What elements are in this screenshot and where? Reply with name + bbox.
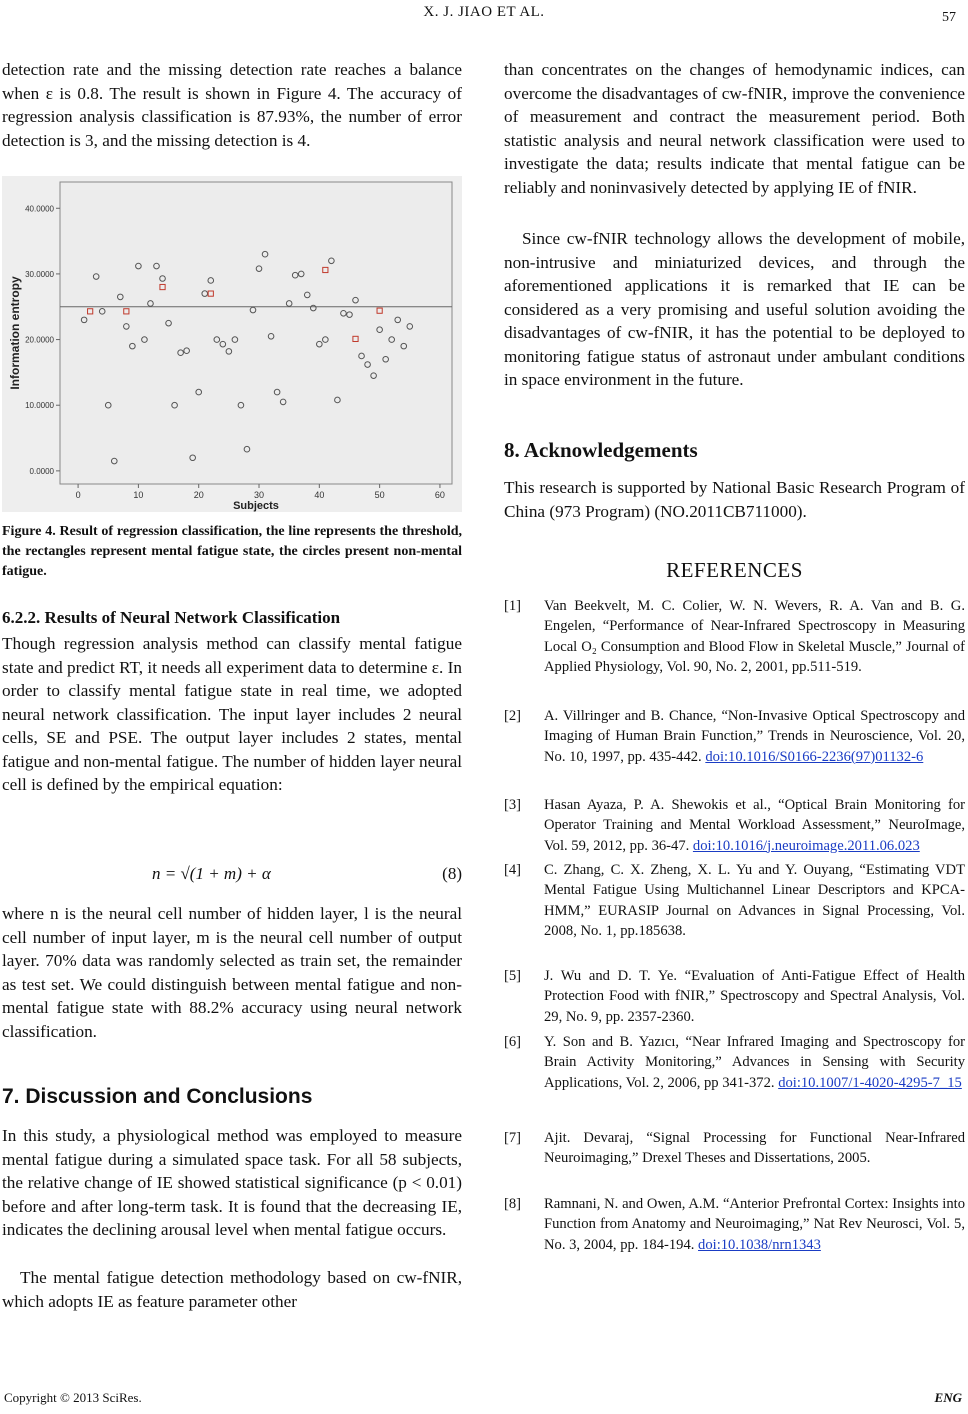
reference-item bbox=[504, 1032, 965, 1093]
y-tick-label: 40.0000 bbox=[25, 204, 54, 214]
left-para-2: Though regression analysis method can classify mental fatigue state and predict RT, it needs all experiment data to determine ε. In order to classify mental fatigue state in real time, we adopted neural network classification. The input layer includes 2 neural cells, SE and PSE. The output layer includes 2 states, mental fatigue and non-mental fatigue. The number of hidden layer neural cell is defined by the empirical equation: bbox=[2, 634, 462, 794]
left-para-1: detection rate and the missing detection rate reaches a balance when ε is 0.8. The result is shown in Figure 4. The accuracy of regression analysis classification is 87.93%, the number of error detection is 3, and the missing detection is 4. bbox=[2, 60, 462, 150]
reference-number: [7] bbox=[504, 1130, 522, 1146]
reference-text: J. Wu and D. T. Ye. “Evaluation of Anti-Fatigue Effect of Health Protection Food with fNIR,” Spectroscopy and Spectral Analysis, Vol. 29, No. 9, pp. 2357-2360. bbox=[544, 968, 965, 1025]
reference-item bbox=[504, 966, 965, 1027]
reference-number: [5] bbox=[504, 968, 522, 984]
left-para-5: The mental fatigue detection methodology based on cw-fNIR, which adopts IE as feature parameter other bbox=[2, 1268, 462, 1311]
doi-link[interactable]: doi:10.1007/1-4020-4295-7_15 bbox=[778, 1074, 962, 1091]
figure-4 bbox=[2, 176, 462, 512]
y-tick-label: 10.0000 bbox=[25, 401, 54, 411]
running-title: X. J. JIAO ET AL. bbox=[423, 4, 545, 20]
reference-number: [8] bbox=[504, 1196, 522, 1212]
x-tick-label: 50 bbox=[374, 490, 385, 500]
section-heading-7: 7. Discussion and Conclusions bbox=[2, 1085, 313, 1108]
right-para-1: than concentrates on the changes of hemodynamic indices, can overcome the disadvantages of cw-fNIR, improve the convenience of measurement and contract the measurement period. Both statistic analysis and neural network classification were used to investigate the data; results indicate that mental fatigue can be reliably and noninvasively detected by applying IE of fNIR. bbox=[504, 60, 965, 197]
right-para-3: This research is supported by National Basic Research Program of China (973 Program) (NO.2011CB711000). bbox=[504, 478, 965, 521]
reference-item bbox=[504, 706, 965, 767]
x-axis-label: Subjects bbox=[233, 500, 279, 512]
reference-text: Van Beekvelt, M. C. Colier, W. N. Wevers, R. A. Van and B. G. Engelen, “Performance of Near-Infrared Spectroscopy in Measuring Local O₂ Consumption and Blood Flow in Skeletal Muscle,” Journal of Applied Physiology, Vol. 90, No. 2, 2001, pp.511-519. bbox=[544, 598, 965, 675]
running-header bbox=[0, 4, 968, 26]
x-tick-label: 0 bbox=[75, 490, 81, 500]
figure-caption: Figure 4. Result of regression classification, the line represents the threshold, the rectangles represent mental fatigue state, the circles present non-mental fatigue. bbox=[2, 524, 462, 579]
copyright: Copyright © 2013 SciRes. bbox=[4, 1390, 142, 1405]
reference-number: [1] bbox=[504, 598, 522, 614]
x-tick-label: 60 bbox=[434, 490, 445, 500]
reference-text: Ramnani, N. and Owen, A.M. “Anterior Prefrontal Cortex: Insights into Function from Anatomy and Neuroimaging,” Nat Rev Neurosci, Vol. 5, No. 3, 2004, pp. 184-194. doi:10.1038/nrn1343 bbox=[544, 1196, 965, 1253]
journal-abbrev: ENG bbox=[934, 1390, 962, 1405]
doi-link[interactable]: doi:10.1016/j.neuroimage.2011.06.023 bbox=[692, 837, 920, 854]
references-title: REFERENCES bbox=[666, 558, 803, 582]
reference-text: Hasan Ayaza, P. A. Shewokis et al., “Optical Brain Monitoring for Operator Training and Mental Workload Assessment,” NeuroImage, Vol. 59, 2012, pp. 36-47. doi:10.1016/j.neuroimage.2011.06.023 bbox=[544, 797, 965, 854]
reference-item bbox=[504, 1128, 965, 1169]
reference-number: [3] bbox=[504, 797, 522, 813]
y-axis-label: Information entropy bbox=[8, 276, 22, 390]
section-heading-8: 8. Acknowledgements bbox=[504, 438, 698, 462]
right-para-2: Since cw-fNIR technology allows the development of mobile, non-intrusive and miniaturized devices, and through the aforementioned applications it is remarked that IE can be considered as a very promising and useful solution avoiding the disadvantages of cw-fNIR, it has the potential to be deployed to monitoring fatigue status of astronaut under ambulant conditions in space environment in the future. bbox=[504, 229, 965, 389]
reference-text: C. Zhang, C. X. Zheng, X. L. Yu and Y. Ouyang, “Estimating VDT Mental Fatigue Using Multichannel Linear Descriptors and KPCA-HMM,” EURASIP Journal on Advances in Signal Processing, Vol. 2008, No. 1, pp.185638. bbox=[544, 862, 965, 939]
reference-text: Y. Son and B. Yazıcı, “Near Infrared Imaging and Spectroscopy for Brain Activity Monitoring,” Advances in Sensing with Security Applications, Vol. 2, 2006, pp 341-372. doi:10.1007/1-4020-4295-7_15 bbox=[544, 1034, 965, 1091]
doi-link[interactable]: doi:10.1038/nrn1343 bbox=[698, 1236, 821, 1253]
reference-item bbox=[504, 795, 965, 856]
y-tick-label: 30.0000 bbox=[25, 269, 54, 279]
page-number: 57 bbox=[942, 10, 956, 25]
x-tick-label: 30 bbox=[254, 490, 265, 500]
reference-number: [2] bbox=[504, 708, 522, 724]
reference-item bbox=[504, 860, 965, 941]
reference-item bbox=[504, 1194, 965, 1255]
x-tick-label: 20 bbox=[193, 490, 204, 500]
reference-text: A. Villringer and B. Chance, “Non-Invasive Optical Spectroscopy and Imaging of Human Brain Function,” Trends in Neuroscience, Vol. 20, No. 10, 1997, pp. 435-442. doi:10.1016/S0166-2236(97)01132-6 bbox=[544, 708, 965, 765]
reference-number: [4] bbox=[504, 862, 522, 878]
equation-8 bbox=[2, 864, 462, 894]
y-tick-label: 20.0000 bbox=[25, 335, 54, 345]
reference-item bbox=[504, 596, 965, 677]
x-tick-label: 10 bbox=[133, 490, 144, 500]
equation-body: n = √(1 + m) + α bbox=[152, 864, 271, 883]
doi-link[interactable]: doi:10.1016/S0166-2236(97)01132-6 bbox=[705, 748, 924, 765]
section-heading-6-2-2: 6.2.2. Results of Neural Network Classification bbox=[2, 608, 341, 627]
plot-area bbox=[60, 182, 452, 484]
left-para-3: where n is the neural cell number of hidden layer, l is the neural cell number of input layer, m is the neural cell number of output layer. 70% data was randomly selected as train set, the remainder as test set. We could distinguish between mental fatigue and non-mental fatigue state with 88.2% accuracy using neural network classification. bbox=[2, 904, 462, 1041]
reference-text: Ajit. Devaraj, “Signal Processing for Functional Near-Infrared Neuroimaging,” Drexel Theses and Dissertations, 2005. bbox=[544, 1130, 965, 1167]
reference-number: [6] bbox=[504, 1034, 522, 1050]
equation-number: (8) bbox=[442, 864, 462, 883]
left-para-4: In this study, a physiological method was employed to measure mental fatigue during a simulated space task. For all 58 subjects, the relative change of IE showed statistical significance (p < 0.01) before and after long-term task. It is found that the decreasing IE, indicates the declining arousal level when mental fatigue occurs. bbox=[2, 1126, 462, 1239]
scatter-chart bbox=[2, 176, 462, 512]
y-tick-label: 0.0000 bbox=[29, 466, 54, 476]
x-tick-label: 40 bbox=[314, 490, 325, 500]
